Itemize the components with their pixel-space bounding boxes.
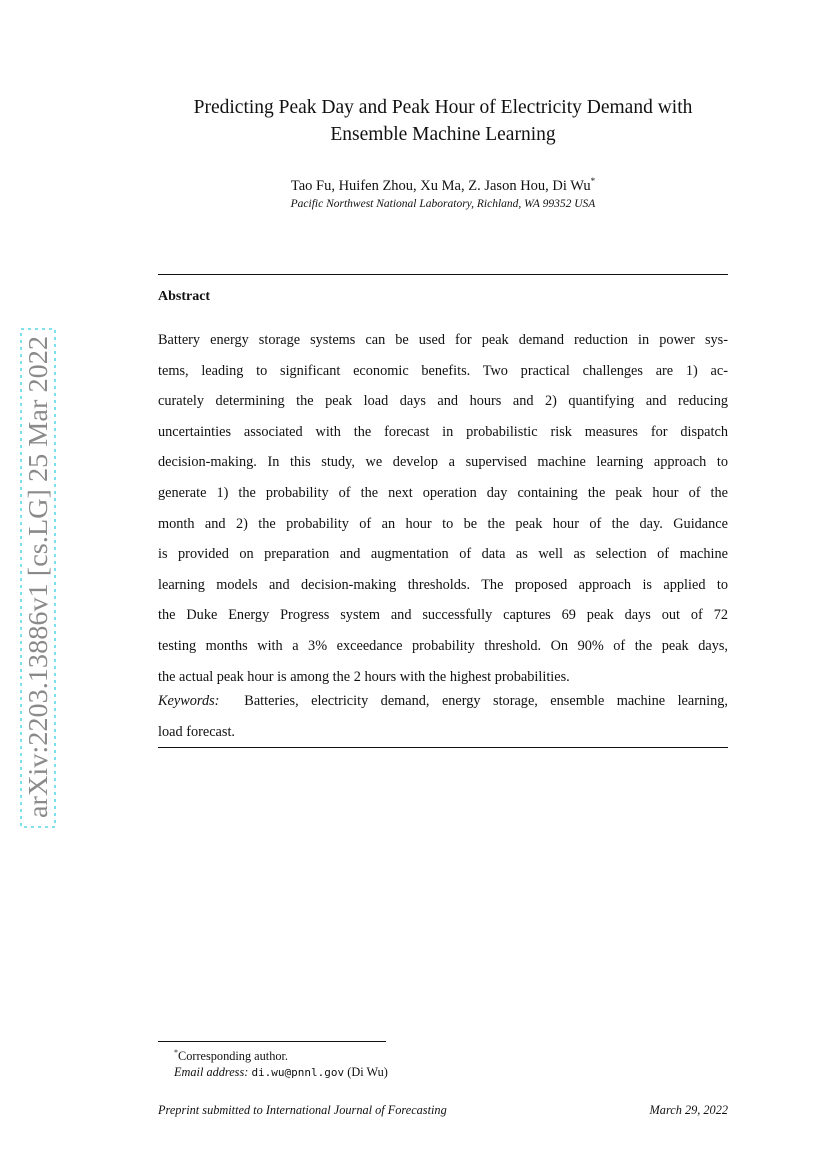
keywords-label: Keywords: [158, 693, 220, 709]
abstract-line: tems, leading to significant economic benefits. Two practical challenges are 1) ac- [158, 362, 728, 379]
abstract-line: month and 2) the probability of an hour to be the peak hour of the day. Guidance [158, 515, 728, 532]
author-names: Tao Fu, Huifen Zhou, Xu Ma, Z. Jason Hou, Di Wu [290, 178, 591, 194]
abstract-heading: Abstract [158, 289, 211, 304]
arxiv-sidebar-stamp [20, 328, 56, 828]
title-line-1: Predicting Peak Day and Peak Hour of Electricity Demand with [193, 97, 693, 118]
abstract-line: Battery energy storage systems can be used for peak demand reduction in power sys- [158, 332, 728, 348]
keywords-line-1 [158, 686, 728, 717]
footnote-mark: * [174, 1048, 178, 1057]
author-footnote-mark: * [590, 176, 596, 186]
affiliation: Pacific Northwest National Laboratory, Richland, WA 99352 USA [290, 198, 596, 210]
abstract-line: testing months with a 3% exceedance probability threshold. On 90% of the peak days, [158, 637, 728, 654]
abstract-bottom-rule [158, 747, 728, 748]
arxiv-stamp-graphic [20, 328, 56, 828]
email-label: Email address: [174, 1064, 249, 1079]
abstract-line: uncertainties associated with the forecast in probabilistic risk measures for dispatch [158, 423, 728, 440]
abstract-top-rule [158, 274, 728, 275]
abstract-line: the actual peak hour is among the 2 hours with the highest probabilities. [158, 668, 570, 685]
footer-preprint-note: Preprint submitted to International Journal of Forecasting [158, 1103, 447, 1117]
author-list [100, 172, 786, 195]
email-owner: (Di Wu) [347, 1064, 388, 1079]
footer-date: March 29, 2022 [649, 1103, 728, 1117]
abstract-line: the Duke Energy Progress system and successfully captures 69 peak days out of 72 [158, 607, 728, 624]
keywords-text-2: load forecast. [158, 723, 236, 740]
footnote-corresponding [174, 1045, 388, 1065]
abstract-line: learning models and decision-making thresholds. The proposed approach is applied to [158, 576, 728, 593]
abstract-line: decision-making. In this study, we develop a supervised machine learning approach to [158, 454, 728, 471]
abstract-line: curately determining the peak load days and hours and 2) quantifying and reducing [158, 393, 728, 410]
keywords-text-1: Batteries, electricity demand, energy storage, ensemble machine learning, [244, 693, 728, 709]
arxiv-identifier: arXiv:2203.13886v1 [cs.LG] 25 Mar 2022 [23, 357, 53, 818]
footnote-corresponding-text: Corresponding author. [178, 1049, 288, 1063]
abstract-line: generate 1) the probability of the next operation day containing the peak hour of the [158, 484, 728, 501]
abstract-body [158, 325, 728, 692]
email-address-link[interactable]: di.wu@pnnl.gov [251, 1065, 345, 1079]
footnote [174, 1045, 388, 1080]
keywords-section [158, 686, 728, 747]
footnote-email-line [174, 1065, 388, 1081]
title-line-2: Ensemble Machine Learning [330, 124, 556, 145]
footnote-rule [158, 1041, 386, 1042]
paper-title [100, 94, 786, 148]
abstract-line: is provided on preparation and augmentation of data as well as selection of machine [158, 546, 728, 563]
